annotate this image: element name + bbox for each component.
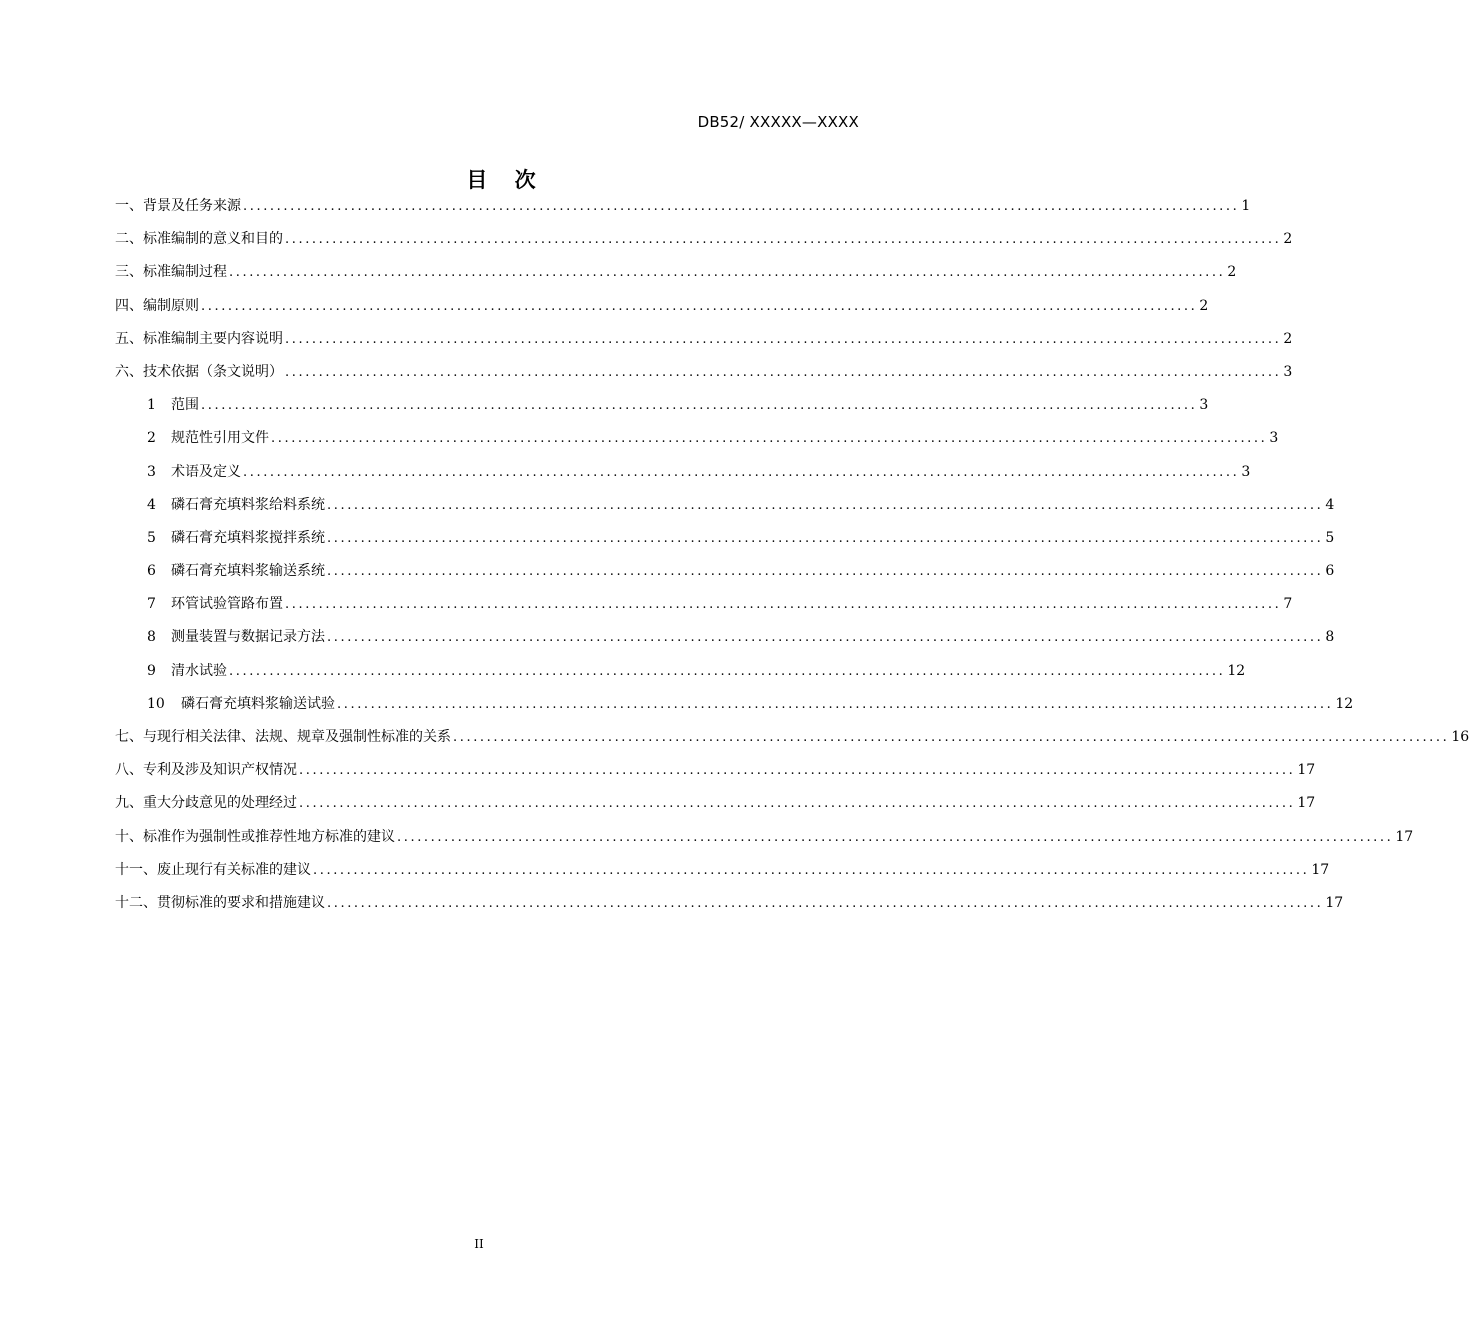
toc-entry-page: 16 (1451, 729, 1469, 745)
toc-entry-title: 十一、废止现行有关标准的建议 (115, 861, 311, 878)
toc-subentry-title: 磷石膏充填料浆搅拌系统 (171, 529, 325, 546)
table-of-contents (115, 190, 1469, 920)
toc-subentry[interactable] (115, 655, 1246, 688)
toc-leader-dots: .................................................................................................................................................... (453, 730, 1450, 745)
toc-leader-dots: .................................................................................................................................................... (243, 464, 1240, 480)
toc-leader-dots: .................................................................................................................................................... (285, 597, 1282, 613)
toc-entry-title: 二、标准编制的意义和目的 (115, 231, 283, 248)
toc-entry[interactable] (115, 190, 1251, 223)
toc-entry-page: 12 (1227, 662, 1246, 679)
toc-entry-title: 九、重大分歧意见的处理经过 (115, 795, 297, 812)
toc-leader-dots: .................................................................................................................................................... (243, 199, 1240, 214)
toc-leader-dots: .................................................................................................................................................... (299, 796, 1296, 812)
toc-entry-page: 6 (1325, 563, 1335, 580)
toc-entry-title: 六、技术依据（条文说明） (115, 363, 283, 380)
toc-subentry-title: 测量装置与数据记录方法 (171, 629, 325, 646)
toc-entry-title: 八、专利及涉及知识产权情况 (115, 762, 297, 779)
toc-entry-page: 5 (1325, 529, 1335, 546)
toc-subentry-number: 2 (147, 430, 156, 447)
toc-leader-dots: .................................................................................................................................................... (299, 763, 1296, 779)
toc-leader-dots: .................................................................................................................................................... (229, 663, 1226, 679)
toc-entry-title: 七、与现行相关法律、法规、规章及强制性标准的关系 (115, 729, 451, 745)
toc-entry-title: 十二、贯彻标准的要求和措施建议 (115, 894, 325, 911)
toc-entry[interactable] (115, 721, 1469, 754)
toc-entry-title: 四、编制原则 (115, 297, 199, 314)
toc-subentry-title: 磷石膏充填料浆输送试验 (181, 695, 335, 712)
page-number: II (474, 1237, 484, 1251)
toc-leader-dots: .................................................................................................................................................... (229, 265, 1226, 281)
toc-subentry[interactable] (115, 389, 1209, 422)
toc-entry-page: 8 (1325, 629, 1335, 646)
toc-entry-title: 五、标准编制主要内容说明 (115, 330, 283, 347)
toc-leader-dots: .................................................................................................................................................... (285, 364, 1282, 380)
toc-subentry-title: 磷石膏充填料浆输送系统 (171, 563, 325, 580)
toc-entry[interactable] (115, 787, 1316, 820)
toc-subentry[interactable] (115, 588, 1293, 621)
toc-subentry-number: 4 (147, 496, 156, 513)
toc-subentry[interactable] (115, 456, 1251, 489)
toc-entry[interactable] (115, 223, 1293, 256)
toc-entry-title: 三、标准编制过程 (115, 264, 227, 281)
document-code: DB52/ XXXXX—XXXX (697, 113, 859, 131)
toc-leader-dots: .................................................................................................................................................... (327, 895, 1324, 911)
toc-entry[interactable] (115, 854, 1330, 887)
toc-entry-title: 十、标准作为强制性或推荐性地方标准的建议 (115, 828, 395, 845)
toc-leader-dots: .................................................................................................................................................... (285, 331, 1282, 347)
toc-entry[interactable] (115, 887, 1344, 920)
toc-leader-dots: .................................................................................................................................................... (285, 232, 1282, 248)
toc-subentry[interactable] (115, 555, 1335, 588)
toc-subentry-number: 9 (147, 662, 156, 679)
toc-subentry-title: 范围 (171, 397, 199, 414)
toc-leader-dots: .................................................................................................................................................... (327, 497, 1324, 513)
toc-entry-page: 2 (1199, 297, 1209, 314)
toc-subentry-title: 规范性引用文件 (171, 430, 269, 447)
toc-leader-dots: .................................................................................................................................................... (327, 630, 1324, 646)
toc-entry-page: 2 (1283, 231, 1293, 248)
toc-entry-page: 17 (1395, 828, 1414, 845)
toc-leader-dots: .................................................................................................................................................... (313, 862, 1310, 878)
toc-subentry-number: 6 (147, 563, 156, 580)
toc-subentry-number: 3 (147, 463, 156, 480)
toc-subentry-number: 10 (147, 695, 165, 712)
toc-subentry[interactable] (115, 688, 1354, 721)
toc-entry-page: 3 (1241, 463, 1251, 480)
toc-leader-dots: .................................................................................................................................................... (337, 696, 1334, 712)
toc-entry-page: 17 (1297, 795, 1316, 812)
toc-entry-page: 3 (1283, 363, 1293, 380)
toc-entry-title: 一、背景及任务来源 (115, 198, 241, 214)
toc-subentry-number: 5 (147, 529, 156, 546)
toc-leader-dots: .................................................................................................................................................... (327, 564, 1324, 580)
toc-entry-page: 7 (1283, 596, 1293, 613)
toc-entry-page: 12 (1335, 695, 1354, 712)
toc-entry[interactable] (115, 290, 1209, 323)
toc-entry-page: 4 (1325, 496, 1335, 513)
toc-subentry[interactable] (115, 422, 1279, 455)
toc-entry-page: 17 (1297, 762, 1316, 779)
toc-entry[interactable] (115, 754, 1316, 787)
toc-subentry[interactable] (115, 621, 1335, 654)
toc-leader-dots: .................................................................................................................................................... (271, 431, 1268, 447)
toc-entry-page: 3 (1269, 430, 1279, 447)
toc-entry[interactable] (115, 356, 1293, 389)
toc-subentry-number: 7 (147, 596, 156, 613)
toc-subentry-number: 1 (147, 397, 156, 414)
toc-entry-page: 2 (1283, 330, 1293, 347)
toc-subentry-title: 术语及定义 (171, 463, 241, 480)
toc-subentry-title: 环管试验管路布置 (171, 596, 283, 613)
toc-entry-page: 1 (1241, 198, 1251, 214)
toc-entry-page: 17 (1325, 894, 1344, 911)
toc-entry-page: 3 (1199, 397, 1209, 414)
toc-entry[interactable] (115, 821, 1414, 854)
toc-subentry[interactable] (115, 522, 1335, 555)
toc-entry[interactable] (115, 256, 1237, 289)
toc-leader-dots: .................................................................................................................................................... (327, 530, 1324, 546)
toc-leader-dots: .................................................................................................................................................... (201, 298, 1198, 314)
toc-leader-dots: .................................................................................................................................................... (201, 398, 1198, 414)
toc-subentry[interactable] (115, 489, 1335, 522)
toc-subentry-title: 清水试验 (171, 662, 227, 679)
toc-subentry-title: 磷石膏充填料浆给料系统 (171, 496, 325, 513)
toc-title: 目 次 (466, 168, 546, 192)
toc-entry[interactable] (115, 323, 1293, 356)
toc-subentry-number: 8 (147, 629, 156, 646)
toc-entry-page: 17 (1311, 861, 1330, 878)
toc-leader-dots: .................................................................................................................................................... (397, 829, 1394, 845)
toc-entry-page: 2 (1227, 264, 1237, 281)
